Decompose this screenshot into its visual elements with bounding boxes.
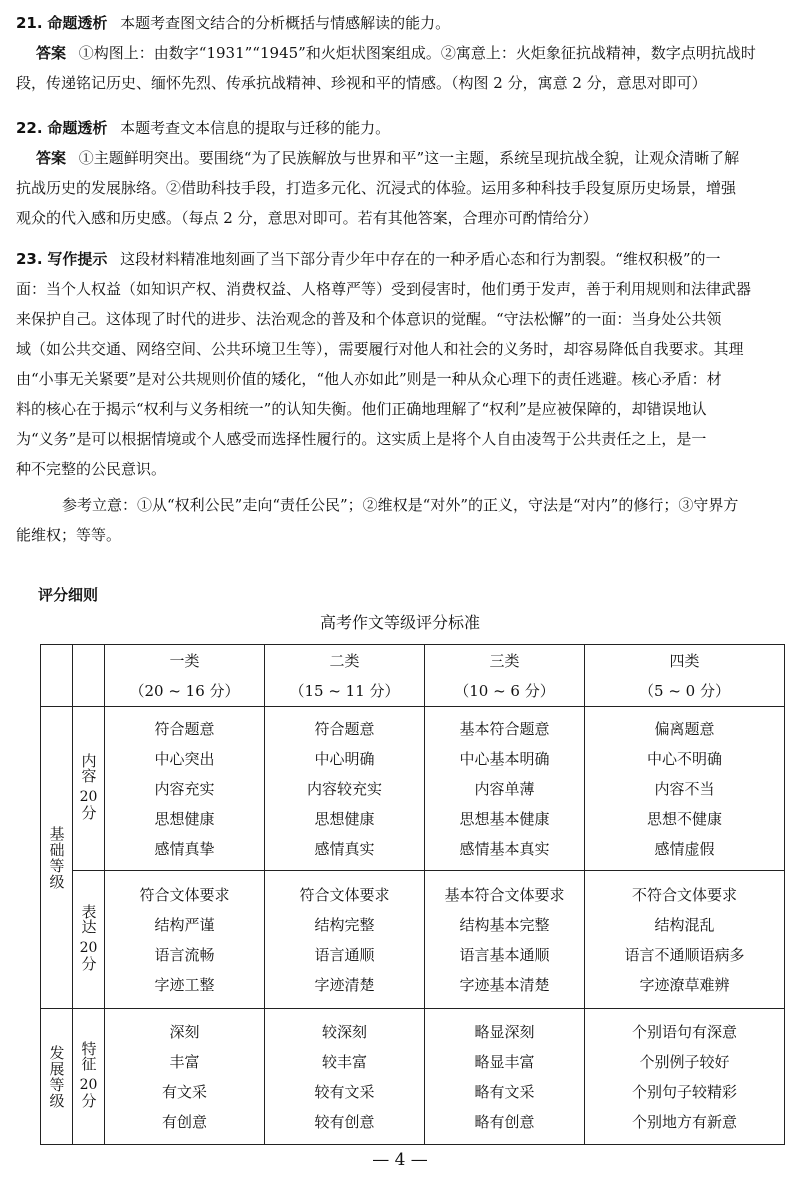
grade-1-header: 一类 （20 ~ 16 分） xyxy=(105,645,265,707)
header-blank-cell xyxy=(73,645,105,707)
content-grade-2: 符合题意 中心明确 内容较充实 思想健康 感情真实 xyxy=(265,707,425,871)
feature-grade-2: 较深刻 较丰富 较有文采 较有创意 xyxy=(265,1009,425,1145)
q21-answer-text-1: ①构图上：由数字“1931”“1945”和火炬状图案组成。②寓意上：火炬象征抗战精神，数字点明抗战时 xyxy=(78,44,756,62)
content-grade-3: 基本符合题意 中心基本明确 内容单薄 思想基本健康 感情基本真实 xyxy=(425,707,585,871)
table-caption: 高考作文等级评分标准 xyxy=(319,613,480,632)
q23-line: 域（如公共交通、网络空间、公共环境卫生等），需要履行对他人和社会的义务时，却容易降低自我要求。其理 xyxy=(16,340,744,358)
q23-number: 23. xyxy=(16,250,43,268)
question-22 xyxy=(16,113,786,233)
header-blank-cell xyxy=(41,645,73,707)
feature-row xyxy=(41,1009,785,1145)
q22-answer-line-3: 观众的代入感和历史感。（每点 2 分，意思对即可。若有其他答案，合理亦可酌情给分） xyxy=(16,209,598,227)
basic-level-label: 基础等级 xyxy=(41,707,73,1009)
q23-line: 由“小事无关紧要”是对公共规则价值的矮化，“他人亦如此”则是一种从众心理下的责任逃避。核心矛盾：材 xyxy=(16,370,722,388)
expression-grade-4: 不符合文体要求 结构混乱 语言不通顺语病多 字迹潦草难辨 xyxy=(585,871,785,1009)
q22-answer-line-2: 抗战历史的发展脉络。②借助科技手段，打造多元化、沉浸式的体验。运用多种科技手段复原历史场景，增强 xyxy=(16,179,737,197)
q21-answer-line-1 xyxy=(16,38,786,68)
expression-grade-3: 基本符合文体要求 结构基本完整 语言基本通顺 字迹基本清楚 xyxy=(425,871,585,1009)
q23-line: 为“义务”是可以根据情境或个人感受而选择性履行的。这实质上是将个人自由凌驾于公共责任之上，是一 xyxy=(16,430,707,448)
q22-label: 命题透析 xyxy=(47,119,108,137)
grade-4-header: 四类 （5 ~ 0 分） xyxy=(585,645,785,707)
expression-label: 表达 20 分 xyxy=(73,871,105,1009)
expression-grade-2: 符合文体要求 结构完整 语言通顺 字迹清楚 xyxy=(265,871,425,1009)
feature-grade-4: 个别语句有深意 个别例子较好 个别句子较精彩 个别地方有新意 xyxy=(585,1009,785,1145)
q22-answer-text-1: ①主题鲜明突出。要围绕“为了民族解放与世界和平”这一主题，系统呈现抗战全貌，让观众清晰了解 xyxy=(78,149,740,167)
content-row xyxy=(41,707,785,871)
grade-3-header: 三类 （10 ~ 6 分） xyxy=(425,645,585,707)
q22-answer-line-1 xyxy=(16,143,786,173)
grade-2-header: 二类 （15 ~ 11 分） xyxy=(265,645,425,707)
q21-answer-label: 答案 xyxy=(36,44,67,62)
page-number: — 4 — xyxy=(372,1150,428,1170)
question-21 xyxy=(16,8,786,98)
q23-reference-line-1: 参考立意：①从“权利公民”走向“责任公民”；②维权是“对外”的正义，守法是“对内”的修行；③守界方 xyxy=(62,496,739,514)
q23-label: 写作提示 xyxy=(47,250,108,268)
question-23 xyxy=(16,244,786,550)
feature-label: 特征 20 分 xyxy=(73,1009,105,1145)
expression-grade-1: 符合文体要求 结构严谨 语言流畅 字迹工整 xyxy=(105,871,265,1009)
q21-intro: 本题考查图文结合的分析概括与情感解读的能力。 xyxy=(120,14,451,32)
content-grade-1: 符合题意 中心突出 内容充实 思想健康 感情真挚 xyxy=(105,707,265,871)
feature-grade-1: 深刻 丰富 有文采 有创意 xyxy=(105,1009,265,1145)
q23-line: 种不完整的公民意识。 xyxy=(16,460,167,478)
q22-intro-line xyxy=(16,113,786,143)
q23-line: 面：当个人权益（如知识产权、消费权益、人格尊严等）受到侵害时，他们勇于发声，善于利用规则和法律武器 xyxy=(16,280,752,298)
content-label: 内容 20 分 xyxy=(73,707,105,871)
expression-row xyxy=(41,871,785,1009)
development-level-label: 发展等级 xyxy=(41,1009,73,1145)
scoring-heading: 评分细则 xyxy=(38,586,99,604)
grade-header-row xyxy=(41,645,785,707)
q21-label: 命题透析 xyxy=(47,14,108,32)
q23-reference-line-2: 能维权；等等。 xyxy=(16,526,122,544)
q21-intro-line xyxy=(16,8,786,38)
feature-grade-3: 略显深刻 略显丰富 略有文采 略有创意 xyxy=(425,1009,585,1145)
q23-first-text: 这段材料精准地刻画了当下部分青少年中存在的一种矛盾心态和行为割裂。“维权积极”的一 xyxy=(120,250,721,268)
q23-first-line xyxy=(16,244,786,274)
q22-answer-label: 答案 xyxy=(36,149,67,167)
q23-line: 来保护自己。这体现了时代的进步、法治观念的普及和个体意识的觉醒。“守法松懈”的一面：当身处公共领 xyxy=(16,310,722,328)
content-grade-4: 偏离题意 中心不明确 内容不当 思想不健康 感情虚假 xyxy=(585,707,785,871)
q21-answer-line-2: 段，传递铭记历史、缅怀先烈、传承抗战精神、珍视和平的情感。（构图 2 分，寓意 2 分，意思对即可） xyxy=(16,74,707,92)
scoring-table xyxy=(40,644,785,1145)
q21-number: 21. xyxy=(16,14,43,32)
q23-line: 料的核心在于揭示“权利与义务相统一”的认知失衡。他们正确地理解了“权利”是应被保障的，却错误地认 xyxy=(16,400,707,418)
q22-number: 22. xyxy=(16,119,43,137)
q22-intro: 本题考查文本信息的提取与迁移的能力。 xyxy=(120,119,391,137)
